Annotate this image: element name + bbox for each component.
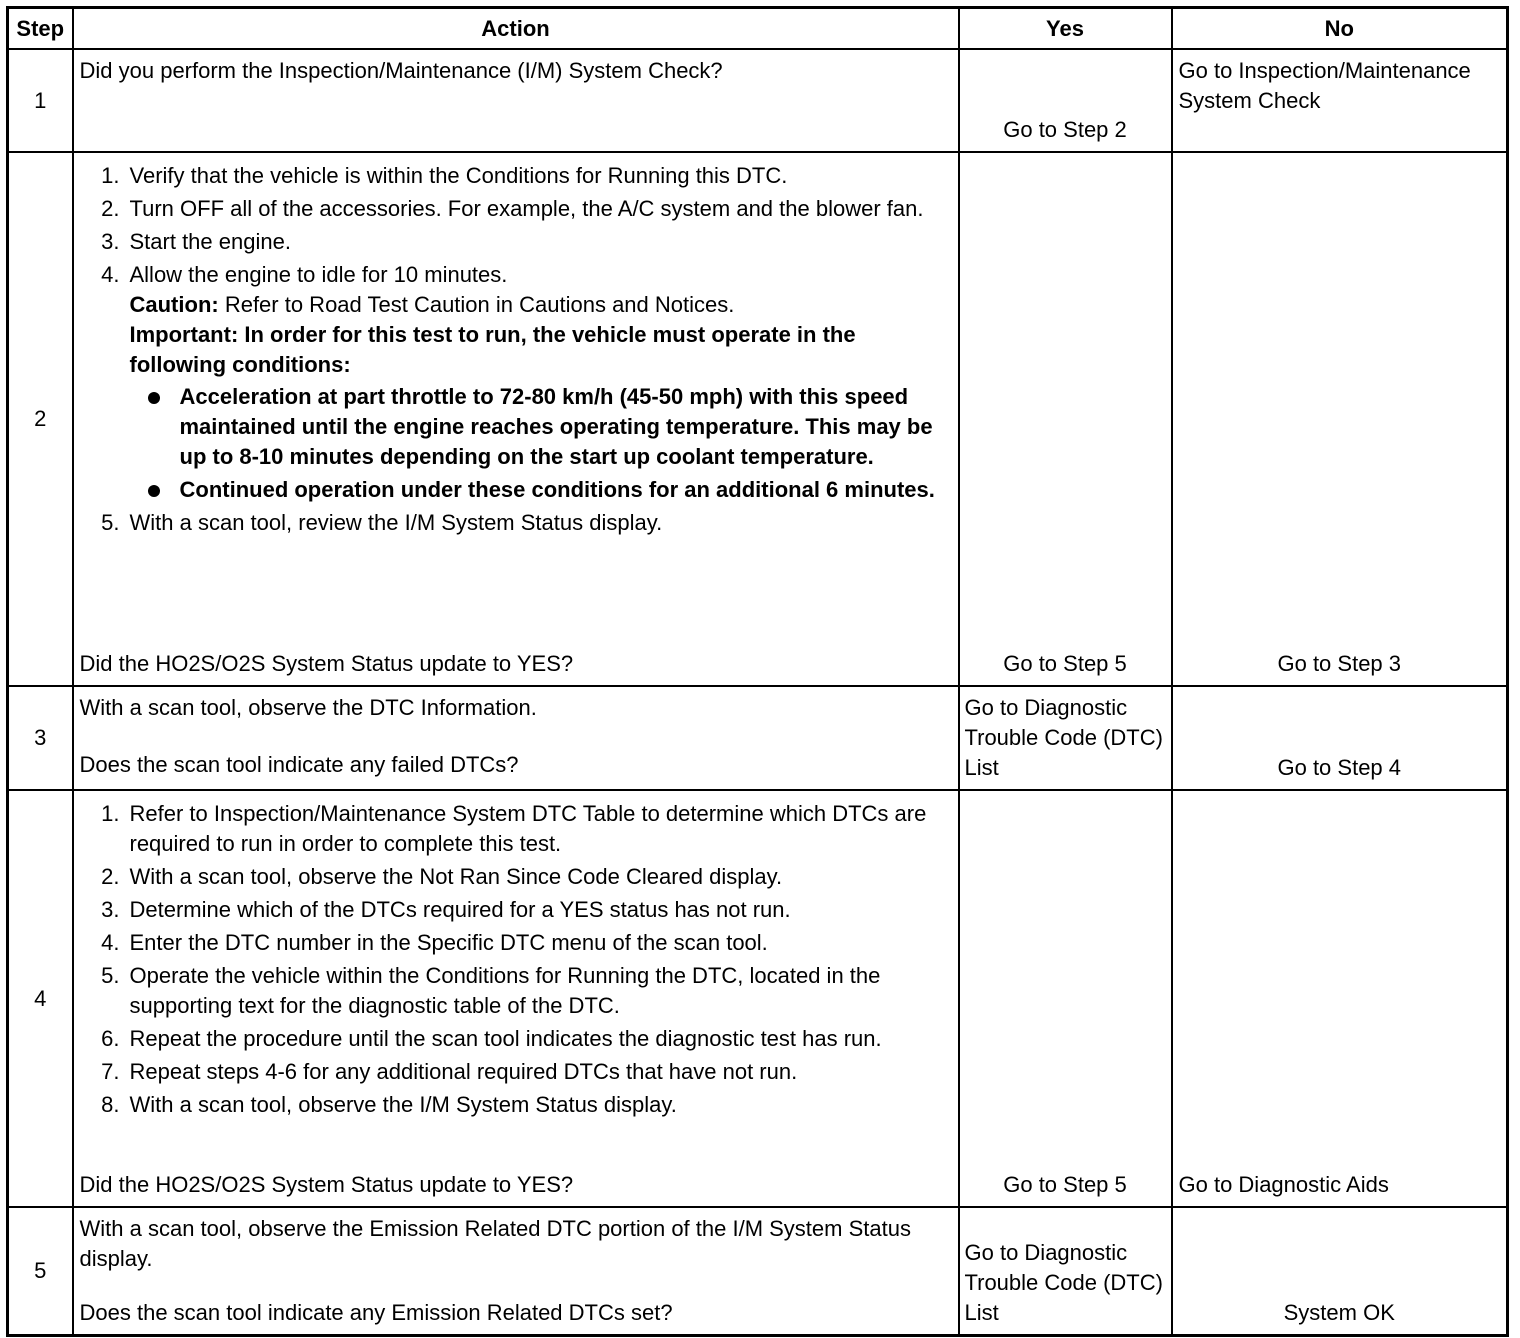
step-row-1 (8, 49, 1508, 152)
action-cell (73, 152, 959, 686)
yes-action: Go to Diagnostic Trouble Code (DTC) List (964, 695, 1163, 780)
header-action: Action (73, 8, 959, 50)
action-cell (73, 49, 959, 152)
list-item: Continued operation under these conditions for an additional 6 minutes. (130, 475, 952, 505)
no-action: Go to Step 3 (1277, 651, 1402, 676)
list-item: 2. With a scan tool, observe the Not Ran Since Code Cleared display. (101, 864, 783, 889)
diagnostic-table (6, 6, 1509, 1337)
step-number: 4 (8, 790, 73, 1207)
step-row-4 (8, 790, 1508, 1207)
no-cell (1172, 790, 1508, 1207)
list-item: 2. Turn OFF all of the accessories. For example, the A/C system and the blower fan. (101, 196, 924, 221)
list-item: 1. Verify that the vehicle is within the Conditions for Running this DTC. (101, 163, 788, 188)
yes-cell (959, 49, 1172, 152)
important-note: Important: In order for this test to run, the vehicle must operate in the following conditions: (129, 322, 856, 377)
header-row (8, 8, 1508, 50)
no-cell (1172, 1207, 1508, 1335)
action-cell (73, 1207, 959, 1335)
yes-cell (959, 686, 1172, 790)
list-item: 4. Enter the DTC number in the Specific DTC menu of the scan tool. (101, 930, 768, 955)
list-item: 1. Refer to Inspection/Maintenance System DTC Table to determine which DTCs are required to run in order to complete this test. (101, 801, 927, 856)
yes-cell (959, 152, 1172, 686)
no-action: System OK (1283, 1299, 1395, 1325)
list-item: 6. Repeat the procedure until the scan tool indicates the diagnostic test has run. (101, 1026, 882, 1051)
yes-cell (959, 1207, 1172, 1335)
instruction-list (80, 799, 952, 1120)
step-number: 1 (8, 49, 73, 152)
yes-cell (959, 790, 1172, 1207)
no-action: Go to Diagnostic Aids (1178, 1172, 1389, 1197)
no-action: Go to Inspection/Maintenance System Check (1178, 58, 1471, 113)
yes-action: Go to Step 2 (1003, 117, 1127, 142)
yes-action: Go to Diagnostic Trouble Code (DTC) List (964, 1239, 1163, 1325)
question-text: Did the HO2S/O2S System Status update to YES? (79, 1172, 574, 1197)
question-text: Did the HO2S/O2S System Status update to YES? (79, 651, 574, 676)
no-cell (1172, 152, 1508, 686)
header-no: No (1172, 8, 1508, 50)
header-yes: Yes (959, 8, 1172, 50)
list-item: 5. With a scan tool, review the I/M System Status display. (101, 510, 663, 535)
step-number: 2 (8, 152, 73, 686)
intro-text: With a scan tool, observe the Emission Related DTC portion of the I/M System Status display. (79, 1216, 911, 1271)
action-cell (73, 686, 959, 790)
yes-action: Go to Step 5 (1003, 1172, 1127, 1197)
bullet-icon (148, 392, 160, 404)
no-action: Go to Step 4 (1277, 755, 1402, 780)
caution-note: Caution: Refer to Road Test Caution in Cautions and Notices. (129, 292, 735, 317)
step-row-5 (8, 1207, 1508, 1335)
no-cell (1172, 686, 1508, 790)
bullet-icon (148, 485, 160, 497)
step-number: 5 (8, 1207, 73, 1335)
question-text: Did you perform the Inspection/Maintenance (I/M) System Check? (79, 58, 723, 83)
list-item: 7. Repeat steps 4-6 for any additional required DTCs that have not run. (101, 1059, 798, 1084)
question-text: Does the scan tool indicate any failed DTCs? (79, 752, 519, 777)
list-item: 3. Start the engine. (101, 229, 291, 254)
intro-text: With a scan tool, observe the DTC Information. (79, 695, 537, 720)
step-number: 3 (8, 686, 73, 790)
condition-list (130, 382, 952, 505)
header-step: Step (8, 8, 73, 50)
list-item: 3. Determine which of the DTCs required for a YES status has not run. (101, 897, 791, 922)
list-item: 5. Operate the vehicle within the Conditions for Running the DTC, located in the supporting text for the diagnostic table of the DTC. (101, 963, 881, 1018)
step-row-3 (8, 686, 1508, 790)
step-row-2 (8, 152, 1508, 686)
list-item: Acceleration at part throttle to 72-80 km/h (45-50 mph) with this speed maintained until the engine reaches operating temperature. This may be up to 8-10 minutes depending on the start up coolant temperature. (130, 382, 952, 472)
list-item: 4. Allow the engine to idle for 10 minutes. Caution: Refer to Road Test Caution in Cautions and Notices. Important: In order for this test to run, the vehicle must operate in the following conditions: Acceleration at part throttle to 72-80 km/h (45-50 mph) with this speed maintained until the engine reaches operating temperature. This may be up to 8-10 minutes depending on the start up coolant temperature. Continued operation under these conditions for an additional 6 minutes. (80, 260, 952, 505)
list-item: 8. With a scan tool, observe the I/M System Status display. (101, 1092, 677, 1117)
no-cell (1172, 49, 1508, 152)
yes-action: Go to Step 5 (1003, 651, 1127, 676)
instruction-list (80, 161, 952, 538)
action-cell (73, 790, 959, 1207)
question-text: Does the scan tool indicate any Emission Related DTCs set? (79, 1299, 673, 1325)
